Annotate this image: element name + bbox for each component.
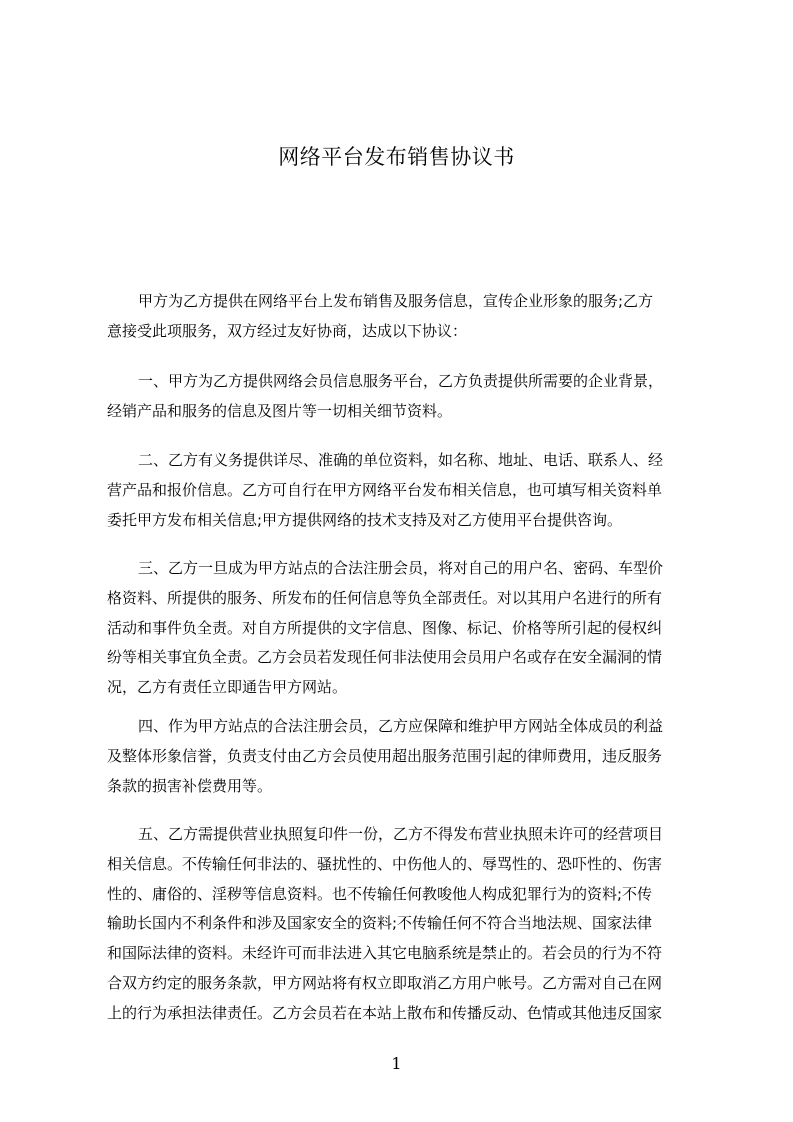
paragraph-line: 一、甲方为乙方提供网络会员信息服务平台，乙方负责提供所需要的企业背景， [138,372,664,390]
paragraph-line: 三、乙方一旦成为甲方站点的合法注册会员，将对自己的用户名、密码、车型价 [138,559,664,577]
paragraph-line: 甲方为乙方提供在网络平台上发布销售及服务信息，宣传企业形象的服务;乙方 [138,292,654,310]
paragraph-line: 意接受此项服务，双方经过友好协商，达成以下协议： [107,321,468,340]
paragraph-line: 格资料、所提供的服务、所发布的任何信息等负全部责任。对以其用户名进行的所有 [107,588,663,607]
paragraph-line: 经销产品和服务的信息及图片等一切相关细节资料。 [107,401,453,420]
paragraph-line: 委托甲方发布相关信息;甲方提供网络的技术支持及对乙方使用平台提供咨询。 [107,510,623,529]
paragraph-clause-3 [107,554,701,703]
paragraph-line: 合双方约定的服务条款，甲方网站将有权立即取消乙方用户帐号。乙方需对自己在网 [107,973,663,992]
paragraph-line: 条款的损害补偿费用等。 [107,776,273,795]
paragraph-clause-4 [107,712,701,801]
paragraph-clause-2 [107,446,701,535]
paragraph-line: 五、乙方需提供营业执照复印件一份，乙方不得发布营业执照未许可的经营项目 [138,825,664,843]
page-number: 1 [391,1054,402,1073]
paragraph-clause-5 [107,820,701,1029]
paragraph-line: 相关信息。不传输任何非法的、骚扰性的、中伤他人的、辱骂性的、恐吓性的、伤害 [107,854,663,873]
paragraph-line: 营产品和报价信息。乙方可自行在甲方网络平台发布相关信息，也可填写相关资料单 [107,480,663,499]
paragraph-line: 况，乙方有责任立即通告甲方网站。 [107,678,348,697]
paragraph-line: 纷等相关事宜负全责。乙方会员若发现任何非法使用会员用户名或存在安全漏洞的情 [107,648,663,667]
paragraph-line: 活动和事件负全责。对自方所提供的文字信息、图像、标记、价格等所引起的侵权纠 [107,618,663,637]
paragraph-line: 和国际法律的资料。未经许可而非法进入其它电脑系统是禁止的。若会员的行为不符 [107,944,663,963]
paragraph-line: 及整体形象信誉，负责支付由乙方会员使用超出服务范围引起的律师费用，违反服务 [107,746,663,765]
paragraph-line: 性的、庸俗的、淫秽等信息资料。也不传输任何教唆他人构成犯罪行为的资料;不传 [107,884,653,903]
paragraph-clause-1 [107,367,701,427]
paragraph-intro [107,287,701,347]
document-title: 网络平台发布销售协议书 [278,145,515,169]
paragraph-line: 输助长国内不利条件和涉及国家安全的资料;不传输任何不符合当地法规、国家法律 [107,914,653,933]
paragraph-line: 上的行为承担法律责任。乙方会员若在本站上散布和传播反动、色情或其他违反国家 [107,1003,663,1022]
paragraph-line: 二、乙方有义务提供详尽、准确的单位资料，如名称、地址、电话、联系人、经 [138,451,664,469]
paragraph-line: 四、作为甲方站点的合法注册会员，乙方应保障和维护甲方网站全体成员的利益 [138,717,664,735]
